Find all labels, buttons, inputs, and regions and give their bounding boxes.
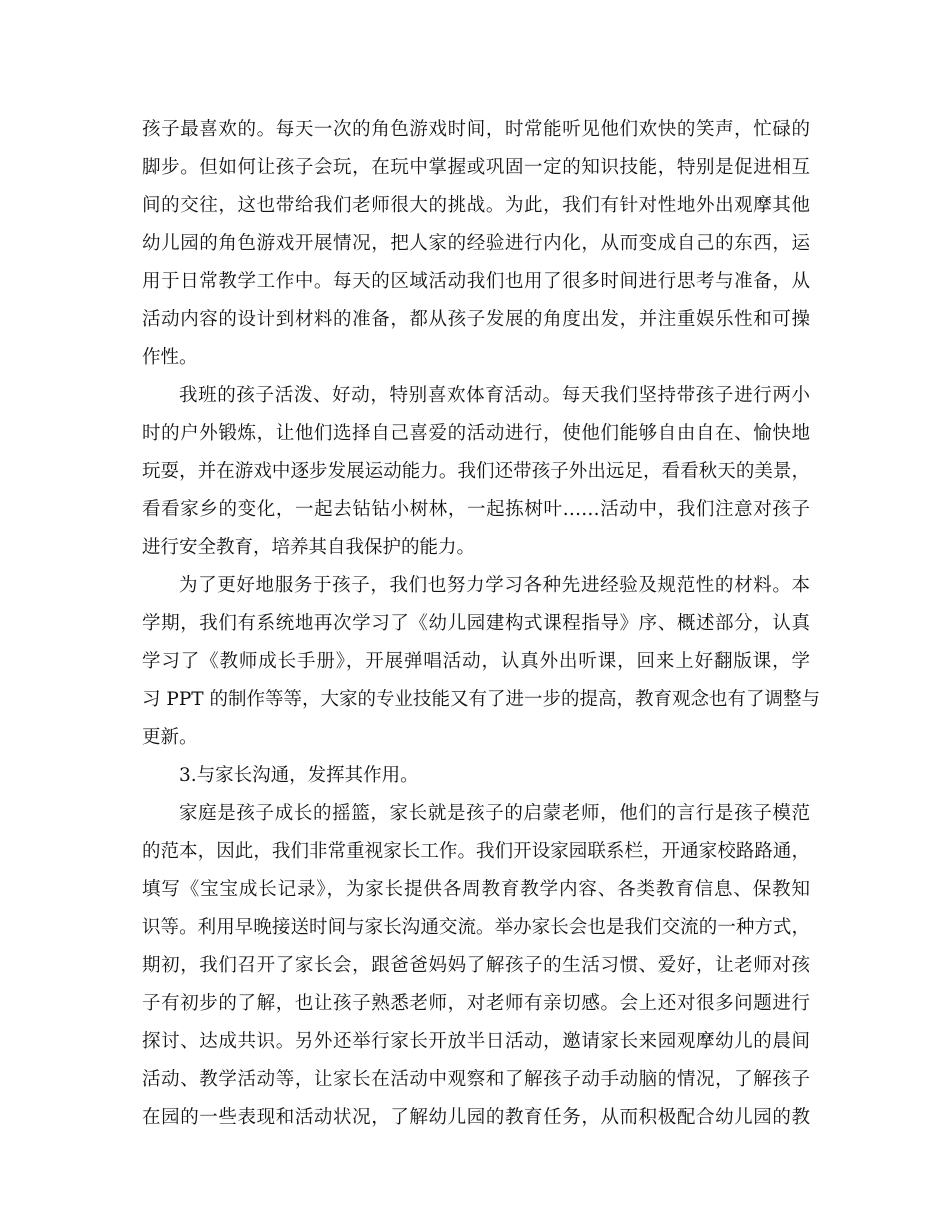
text-line: 子有初步的了解，也让孩子熟悉老师，对老师有亲切感。会上还对很多问题进行 [142, 993, 810, 1014]
text-line: 时的户外锻炼，让他们选择自己喜爱的活动进行，使他们能够自由自在、愉快地 [142, 423, 810, 444]
text-line: 家庭是孩子成长的摇篮，家长就是孩子的启蒙老师，他们的言行是孩子模范 [179, 803, 810, 824]
text-line: 进行安全教育，培养其自我保护的能力。 [142, 537, 476, 558]
text-line: 期初，我们召开了家长会，跟爸爸妈妈了解孩子的生活习惯、爱好，让老师对孩 [142, 955, 810, 976]
text-line: 为了更好地服务于孩子，我们也努力学习各种先进经验及规范性的材料。本 [179, 575, 810, 596]
text-line: 看看家乡的变化，一起去钻钻小树林，一起拣树叶……活动中，我们注意对孩子 [142, 499, 810, 520]
text-line: 用于日常教学工作中。每天的区域活动我们也用了很多时间进行思考与准备，从 [142, 271, 810, 292]
text-line: 更新。 [142, 727, 198, 748]
text-line: 学习了《教师成长手册》，开展弹唱活动，认真外出听课，回来上好翻版课，学 [142, 651, 810, 672]
text-line: 学期，我们有系统地再次学习了《幼儿园建构式课程指导》序、概述部分，认真 [142, 613, 810, 634]
text-line: 玩耍，并在游戏中逐步发展运动能力。我们还带孩子外出远足，看看秋天的美景， [142, 461, 810, 482]
text-line: 间的交往，这也带给我们老师很大的挑战。为此，我们有针对性地外出观摩其他 [142, 195, 810, 216]
text-line: 探讨、达成共识。另外还举行家长开放半日活动，邀请家长来园观摩幼儿的晨间 [142, 1031, 810, 1052]
text-line: 在园的一些表现和活动状况，了解幼儿园的教育任务，从而积极配合幼儿园的教 [142, 1107, 810, 1128]
text-line: 幼儿园的角色游戏开展情况，把人家的经验进行内化，从而变成自己的东西，运 [142, 233, 810, 254]
text-line: 活动内容的设计到材料的准备，都从孩子发展的角度出发，并注重娱乐性和可操 [142, 309, 810, 330]
section-heading: 3.与家长沟通，发挥其作用。 [179, 765, 419, 786]
text-line: 填写《宝宝成长记录》，为家长提供各周教育教学内容、各类教育信息、保教知 [142, 879, 810, 900]
text-line: 脚步。但如何让孩子会玩，在玩中掌握或巩固一定的知识技能，特别是促进相互 [142, 157, 810, 178]
text-line: 作性。 [142, 347, 198, 368]
text-line: 孩子最喜欢的。每天一次的角色游戏时间，时常能听见他们欢快的笑声，忙碌的 [142, 119, 810, 140]
text-line: 我班的孩子活泼、好动，特别喜欢体育活动。每天我们坚持带孩子进行两小 [179, 385, 810, 406]
text-line: 识等。利用早晚接送时间与家长沟通交流。举办家长会也是我们交流的一种方式， [142, 917, 810, 938]
text-line: 的范本，因此，我们非常重视家长工作。我们开设家园联系栏，开通家校路路通， [142, 841, 810, 862]
text-line: 活动、教学活动等，让家长在活动中观察和了解孩子动手动脑的情况，了解孩子 [142, 1069, 810, 1090]
text-line: 习 PPT 的制作等等，大家的专业技能又有了进一步的提高，教育观念也有了调整与 [142, 689, 820, 710]
